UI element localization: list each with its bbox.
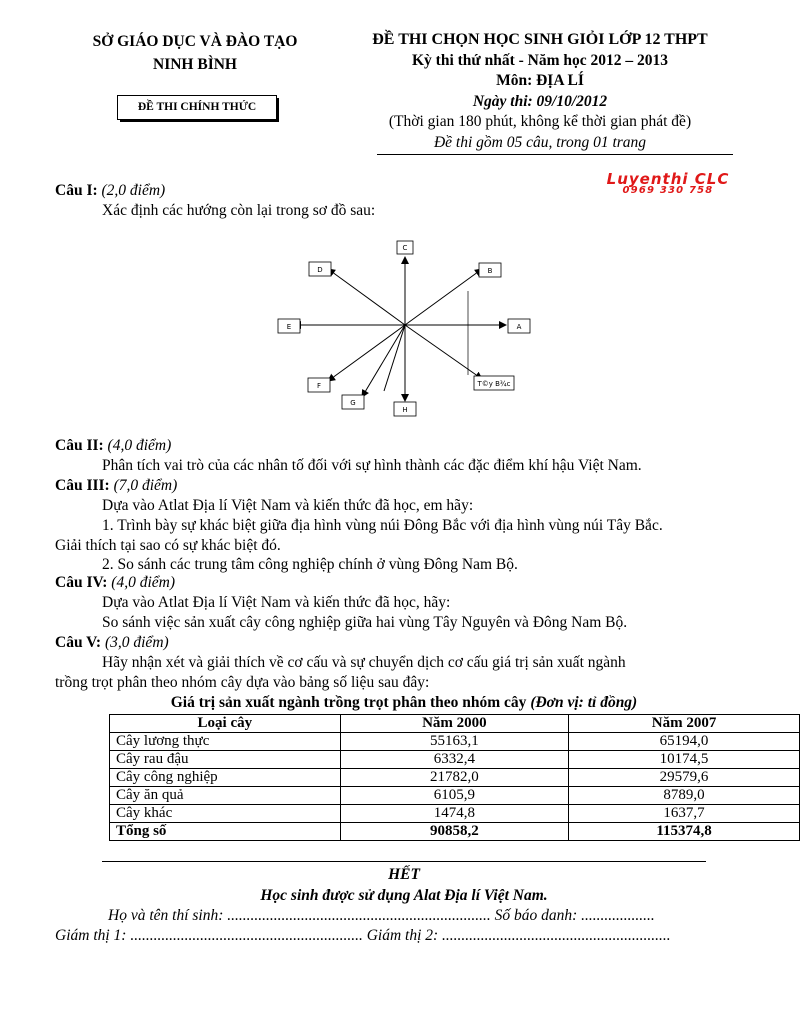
exam-subject: Môn: ĐỊA LÍ (496, 72, 584, 89)
question-4-heading (55, 574, 175, 592)
table-row (110, 733, 800, 751)
table-cell: Cây công nghiệp (110, 769, 341, 787)
label-tb-box (474, 376, 514, 390)
table-cell: 21782,0 (340, 769, 568, 787)
end-divider (102, 861, 706, 862)
question-4-intro: Dựa vào Atlat Địa lí Việt Nam và kiến thức đã học, hãy: (102, 594, 451, 611)
watermark-brand: Luyenthi CLC (606, 170, 730, 188)
label-b-box (479, 263, 501, 277)
watermark (588, 170, 748, 196)
question-1-points: (2,0 điểm) (101, 182, 166, 199)
table-row (110, 769, 800, 787)
official-exam-label: ĐỀ THI CHÍNH THỨC (137, 101, 257, 113)
arrow-f (328, 325, 405, 381)
table-cell: Cây ăn quả (110, 787, 341, 805)
table-row (110, 787, 800, 805)
question-5-line-2: trồng trọt phân theo nhóm cây dựa vào bảng số liệu sau đây: (55, 674, 430, 691)
label-h-box (394, 402, 416, 416)
exam-round: Kỳ thi thứ nhất - Năm học 2012 – 2013 (411, 51, 669, 69)
table-cell: 90858,2 (340, 823, 568, 841)
question-5-points: (3,0 điểm) (104, 634, 169, 651)
exam-header (350, 30, 730, 153)
table-row (110, 751, 800, 769)
exam-title: ĐỀ THI CHỌN HỌC SINH GIỎI LỚP 12 THPT (372, 31, 708, 48)
table-header-row (110, 715, 800, 733)
arrow-d (328, 269, 405, 325)
label-a-box (508, 319, 530, 333)
arrow-g-bend (384, 325, 405, 391)
label-h: H (402, 406, 408, 414)
table-cell: 115374,8 (569, 823, 800, 841)
label-tay-bac: T©y B¾c (477, 380, 511, 388)
label-d: D (317, 266, 323, 274)
question-3-label: Câu III: (55, 477, 110, 494)
table-cell: 65194,0 (569, 733, 800, 751)
header-divider (377, 154, 733, 155)
exam-page-note: Đề thi gồm 05 câu, trong 01 trang (433, 133, 647, 151)
arrow-b (405, 269, 482, 325)
question-4-text: So sánh việc sản xuất cây công nghiệp giữa hai vùng Tây Nguyên và Đông Nam Bộ. (102, 614, 628, 631)
atlas-note: Học sinh được sử dụng Alat Địa lí Việt Nam. (260, 887, 548, 904)
end-marker: HẾT (388, 866, 420, 883)
candidate-info-line: Họ và tên thí sinh: .................................................................... Số báo danh: ................... (108, 907, 655, 924)
label-g-box (342, 395, 364, 409)
table-cell: 1474,8 (340, 805, 568, 823)
label-f-box (308, 378, 330, 392)
proctor-line: Giám thị 1: ............................................................ Giám thị 2: ........................................................... (55, 927, 671, 944)
question-3-item-1-cont: Giải thích tại sao có sự khác biệt đó. (55, 537, 281, 554)
table-cell: Tổng số (110, 823, 341, 841)
official-exam-box (117, 95, 277, 120)
label-c-box (397, 241, 413, 254)
question-3-item-2: 2. So sánh các trung tâm công nghiệp chính ở vùng Đông Nam Bộ. (102, 556, 518, 573)
label-e: E (286, 323, 292, 331)
question-3-points: (7,0 điểm) (113, 477, 178, 494)
question-1-heading (55, 182, 165, 200)
table-cell: 8789,0 (569, 787, 800, 805)
data-table (109, 714, 800, 841)
table-total-row (110, 823, 800, 841)
question-2-points: (4,0 điểm) (107, 437, 172, 454)
table-title (102, 694, 706, 712)
question-4-points: (4,0 điểm) (111, 574, 175, 591)
table-cell: 29579,6 (569, 769, 800, 787)
question-3-item-1: 1. Trình bày sự khác biệt giữa địa hình vùng núi Đông Bắc với địa hình vùng núi Tây Bắc. (102, 517, 663, 534)
table-unit: (Đơn vị: tỉ đồng) (530, 694, 638, 711)
label-b: B (487, 267, 493, 275)
table-cell: Cây lương thực (110, 733, 341, 751)
question-5-heading (55, 634, 169, 652)
question-3-heading (55, 477, 177, 495)
department-line-1: SỞ GIÁO DỤC VÀ ĐÀO TẠO (92, 33, 298, 50)
table-cell: Cây khác (110, 805, 341, 823)
table-cell: 6105,9 (340, 787, 568, 805)
table-cell: Cây rau đậu (110, 751, 341, 769)
label-f: F (316, 382, 322, 390)
department-name (60, 30, 330, 76)
exam-duration: (Thời gian 180 phút, không kể thời gian phát đề) (388, 113, 692, 130)
question-3-intro: Dựa vào Atlat Địa lí Việt Nam và kiến thức đã học, em hãy: (102, 497, 474, 514)
watermark-phone: 0969 330 758 (622, 185, 714, 196)
table-title-text: Giá trị sản xuất ngành trồng trọt phân theo nhóm cây (170, 694, 527, 711)
department-line-2: NINH BÌNH (153, 56, 237, 73)
question-5-label: Câu V: (55, 634, 102, 651)
question-4-label: Câu IV: (55, 574, 108, 591)
question-1-label: Câu I: (55, 182, 98, 199)
question-2-text: Phân tích vai trò của các nhân tố đối với sự hình thành các đặc điểm khí hậu Việt Nam. (102, 457, 642, 474)
table-cell: 6332,4 (340, 751, 568, 769)
compass-diagram (260, 235, 560, 420)
question-1-text: Xác định các hướng còn lại trong sơ đồ sau: (102, 202, 376, 219)
table-cell: 1637,7 (569, 805, 800, 823)
table-header-cell: Loại cây (110, 715, 341, 733)
arrow-tb (405, 325, 482, 379)
label-g: G (350, 399, 356, 407)
exam-date: Ngày thi: 09/10/2012 (472, 92, 608, 110)
table-header-cell: Năm 2000 (340, 715, 568, 733)
question-2-heading (55, 437, 171, 455)
label-d-box (309, 262, 331, 276)
label-c: C (402, 244, 408, 252)
question-5-line-1: Hãy nhận xét và giải thích về cơ cấu và sự chuyển dịch cơ cấu giá trị sản xuất ngành (102, 654, 626, 671)
table-cell: 10174,5 (569, 751, 800, 769)
table-header-cell: Năm 2007 (569, 715, 800, 733)
table-row (110, 805, 800, 823)
arrow-g (362, 325, 405, 397)
label-a: A (516, 323, 522, 331)
table-cell: 55163,1 (340, 733, 568, 751)
label-e-box (278, 319, 300, 333)
question-2-label: Câu II: (55, 437, 104, 454)
